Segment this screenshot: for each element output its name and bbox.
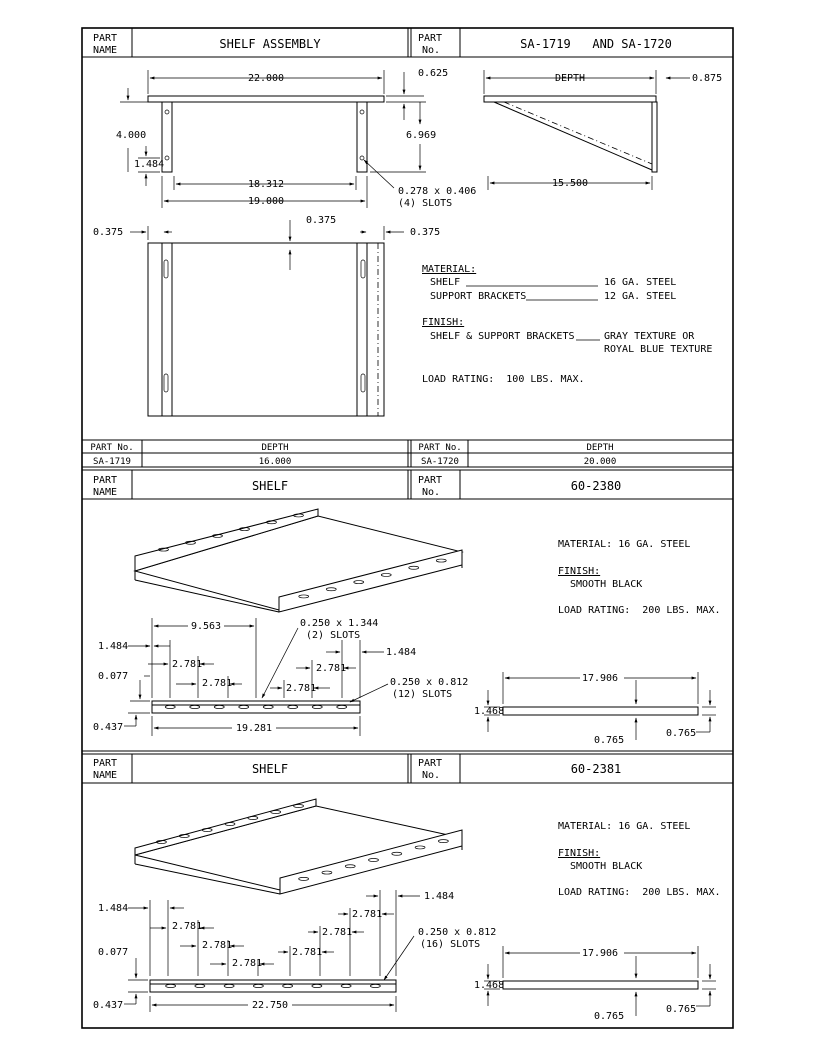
part-name-label: PART: [93, 475, 118, 486]
dim-bracket-height: 4.000: [116, 130, 147, 141]
small-slot-size: 0.250 x 0.812: [418, 927, 497, 938]
shelf-side-elevation: [474, 671, 716, 746]
dim-height: 1.468: [474, 706, 505, 717]
part-name-label: NAME: [93, 45, 118, 56]
part-no-value: 60-2380: [570, 479, 622, 493]
dim-depth-offset: 0.875: [692, 73, 723, 84]
slot: [214, 705, 224, 708]
slot: [253, 984, 263, 987]
small-slot-size: 0.250 x 0.812: [390, 677, 469, 688]
dim-length: 19.281: [235, 723, 273, 734]
dim-pitch: 2.781: [286, 683, 317, 694]
dim-top-edge: 0.375: [306, 215, 337, 226]
finish-label: SHELF & SUPPORT BRACKETS: [430, 331, 575, 342]
dim-height: 1.468: [474, 980, 505, 991]
finish-value: SMOOTH BLACK: [570, 861, 643, 872]
front-view: [116, 68, 476, 209]
slot: [165, 705, 175, 708]
dim-end-right: 0.765: [666, 728, 697, 739]
section-shelf-60-2381: [82, 754, 733, 1022]
dim-width: 22.000: [247, 73, 285, 84]
dim-side-left: 0.375: [93, 227, 124, 238]
material-brackets-value: 12 GA. STEEL: [604, 291, 677, 302]
part-no-label: PART: [418, 758, 443, 769]
table-cell-depth: 20.000: [583, 457, 617, 467]
dim-pitch: 2.781: [202, 940, 233, 951]
material-spec: MATERIAL: 16 GA. STEEL: [558, 539, 691, 550]
dim-pitch: 2.781: [172, 921, 203, 932]
dim-0437: 0.437: [93, 1000, 124, 1011]
part-name-value: SHELF: [251, 479, 289, 493]
slot: [283, 984, 293, 987]
dim-bracket-depth: 15.500: [551, 178, 589, 189]
dim-0437: 0.437: [93, 722, 124, 733]
dim-side-length: 17.906: [581, 948, 619, 959]
part-no-label: No.: [422, 770, 441, 781]
dim-9563: 9.563: [190, 621, 222, 632]
dim-0077: 0.077: [98, 947, 129, 958]
dim-hole-height: 1.484: [134, 159, 165, 170]
part-name-value: SHELF: [251, 762, 289, 776]
dim-side-length: 17.906: [581, 673, 619, 684]
dim-pitch: 2.781: [322, 927, 353, 938]
big-slot-size: 0.250 x 1.344: [300, 618, 379, 629]
dim-pitch: 2.781: [316, 663, 347, 674]
part-name-label: NAME: [93, 487, 118, 498]
table-cell-part: SA-1719: [93, 457, 131, 467]
dim-end-left: 0.765: [594, 735, 625, 746]
finish-value: SMOOTH BLACK: [570, 579, 643, 590]
dim-left-1484: 1.484: [98, 903, 129, 914]
part-no-value: SA-1719 AND SA-1720: [520, 37, 672, 51]
dim-length: 22.750: [251, 1000, 289, 1011]
finish-title: FINISH:: [422, 317, 465, 328]
dim-right-1484: 1.484: [386, 647, 417, 658]
dim-left-1484: 1.484: [98, 641, 129, 652]
dim-pitch: 2.781: [202, 678, 233, 689]
slot: [239, 705, 249, 708]
part-no-value: 60-2381: [570, 762, 622, 776]
spec-block-assembly: [422, 264, 712, 385]
spec-block-shelf: [558, 821, 721, 898]
depth-table: [82, 440, 733, 470]
dim-depth: DEPTH: [554, 73, 586, 84]
part-name-label: NAME: [93, 770, 118, 781]
slot: [166, 984, 176, 987]
slot-callout-count: (4) SLOTS: [398, 198, 453, 209]
section-shelf-60-2380: [82, 470, 733, 754]
finish-value: GRAY TEXTURE OR: [604, 331, 695, 342]
load-rating: LOAD RATING: 200 LBS. MAX.: [558, 605, 721, 616]
big-slot-count: (2) SLOTS: [306, 630, 361, 641]
load-rating: LOAD RATING: 100 LBS. MAX.: [422, 374, 585, 385]
slot: [263, 705, 273, 708]
slot: [341, 984, 351, 987]
dim-end-right: 0.765: [666, 1004, 697, 1015]
dim-outer-span: 19.000: [247, 196, 285, 207]
part-name-value: SHELF ASSEMBLY: [219, 37, 321, 51]
slot: [288, 705, 298, 708]
table-header-depth: DEPTH: [261, 443, 289, 453]
shelf-isometric-view: [135, 509, 462, 612]
table-header-depth: DEPTH: [586, 443, 614, 453]
slot: [312, 984, 322, 987]
spec-block-shelf: [558, 539, 721, 616]
shelf-isometric-view: [135, 799, 462, 894]
part-name-label: PART: [93, 758, 118, 769]
material-spec: MATERIAL: 16 GA. STEEL: [558, 821, 691, 832]
slot: [337, 705, 347, 708]
finish-value: ROYAL BLUE TEXTURE: [604, 344, 713, 355]
dim-pitch: 2.781: [232, 958, 263, 969]
shelf-front-elevation: [93, 890, 496, 1012]
section-shelf-assembly: [82, 28, 733, 470]
dim-pitch: 2.781: [292, 947, 323, 958]
dim-inner-span: 18.312: [247, 179, 285, 190]
part-no-label: PART: [418, 33, 443, 44]
shelf-front-elevation: [93, 618, 468, 736]
material-shelf-label: SHELF: [430, 277, 461, 288]
part-no-label: No.: [422, 45, 441, 56]
table-header-part: PART No.: [90, 443, 134, 453]
part-no-label: No.: [422, 487, 441, 498]
dim-slot-to-top: 6.969: [406, 130, 437, 141]
part-no-label: PART: [418, 475, 443, 486]
slot: [195, 984, 205, 987]
small-slot-count: (16) SLOTS: [420, 939, 481, 950]
shelf-side-elevation: [474, 946, 716, 1022]
material-brackets-label: SUPPORT BRACKETS: [430, 291, 527, 302]
table-cell-part: SA-1720: [421, 457, 459, 467]
slot: [312, 705, 322, 708]
small-slot-count: (12) SLOTS: [392, 689, 453, 700]
table-header-part: PART No.: [418, 443, 462, 453]
material-title: MATERIAL:: [422, 264, 477, 275]
sheet-border: [82, 28, 733, 1028]
dim-right-1484: 1.484: [424, 891, 455, 902]
slot-callout-size: 0.278 x 0.406: [398, 186, 477, 197]
side-view: [484, 70, 722, 190]
table-cell-depth: 16.000: [258, 457, 292, 467]
part-name-label: PART: [93, 33, 118, 44]
material-shelf-value: 16 GA. STEEL: [604, 277, 677, 288]
finish-title: FINISH:: [558, 848, 601, 859]
finish-title: FINISH:: [558, 566, 601, 577]
load-rating: LOAD RATING: 200 LBS. MAX.: [558, 887, 721, 898]
dim-side-right: 0.375: [410, 227, 441, 238]
dim-0077: 0.077: [98, 671, 129, 682]
dim-pitch: 2.781: [352, 909, 383, 920]
top-view: [93, 215, 440, 416]
dim-end-left: 0.765: [594, 1011, 625, 1022]
slot: [224, 984, 234, 987]
slot: [190, 705, 200, 708]
slot: [370, 984, 380, 987]
dim-pitch: 2.781: [172, 659, 203, 670]
dim-top-gap: 0.625: [418, 68, 449, 79]
